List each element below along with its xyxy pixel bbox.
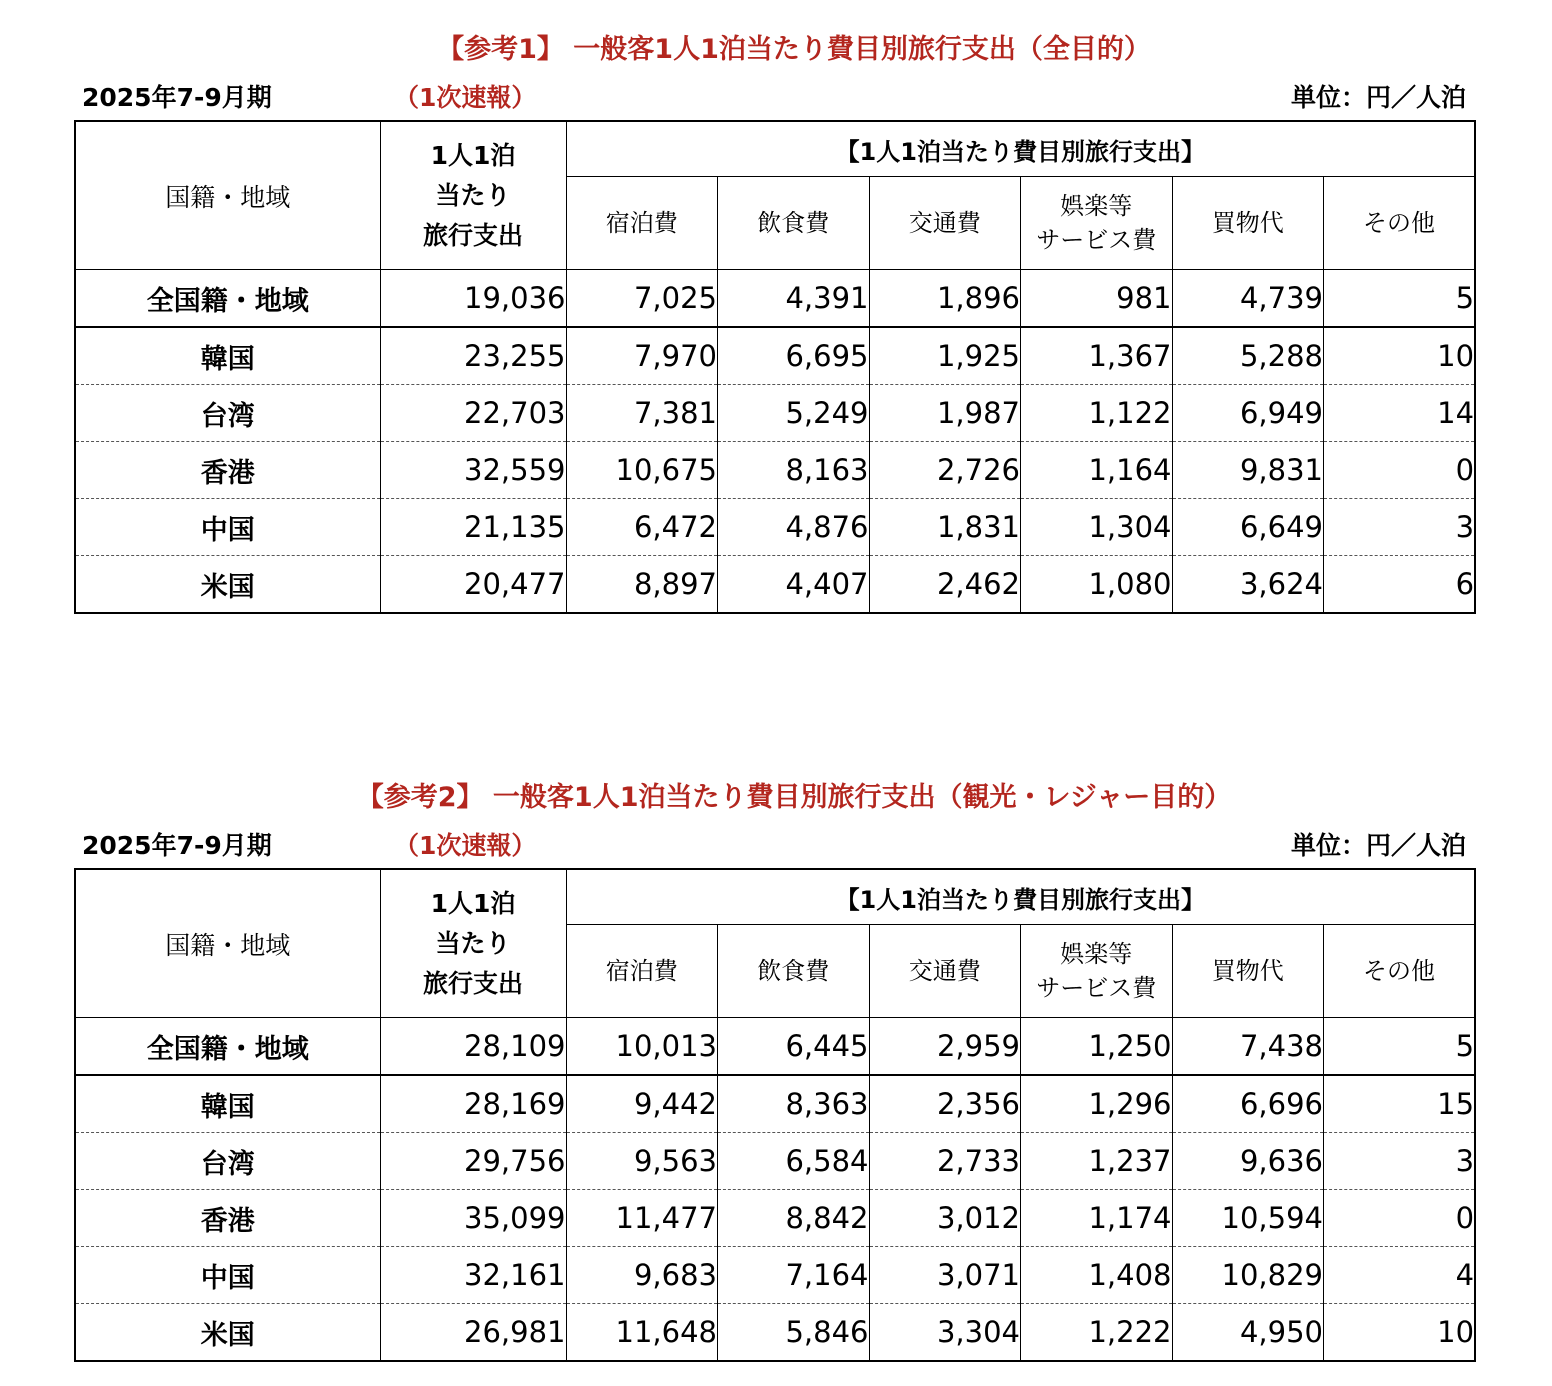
table-title: 【参考2】 一般客1人1泊当たり費目別旅行支出（観光・レジャー目的） — [356, 782, 1232, 813]
table-row — [75, 1075, 1475, 1133]
value-cell: 2,726 — [869, 442, 1021, 499]
value-cell: 7,164 — [718, 1247, 870, 1304]
table-meta — [74, 72, 1474, 120]
country-cell: 全国籍・地域 — [75, 270, 380, 328]
value-cell: 1,164 — [1021, 442, 1173, 499]
unit-label: 単位：円／人泊 — [1290, 83, 1466, 112]
value-cell: 2,356 — [869, 1075, 1021, 1133]
header-item-line: 飲食費 — [757, 209, 830, 237]
period-label: 2025年7-9月期 — [82, 831, 272, 860]
total-cell: 28,109 — [380, 1018, 566, 1076]
value-cell: 9,563 — [566, 1133, 718, 1190]
total-cell: 35,099 — [380, 1190, 566, 1247]
value-cell: 4,876 — [718, 499, 870, 556]
value-cell: 3 — [1324, 1133, 1476, 1190]
header-item-line: 買物代 — [1211, 957, 1284, 985]
table-row — [75, 1133, 1475, 1190]
header-item — [566, 925, 718, 1018]
value-cell: 14 — [1324, 385, 1476, 442]
value-cell: 2,959 — [869, 1018, 1021, 1076]
value-cell: 10,829 — [1172, 1247, 1324, 1304]
header-item — [869, 177, 1021, 270]
value-cell: 9,442 — [566, 1075, 718, 1133]
header-item-line: 宿泊費 — [605, 209, 678, 237]
value-cell: 1,250 — [1021, 1018, 1173, 1076]
value-cell: 9,683 — [566, 1247, 718, 1304]
value-cell: 4,391 — [718, 270, 870, 328]
value-cell: 8,363 — [718, 1075, 870, 1133]
reference-2-section — [74, 776, 1474, 1362]
header-item — [1021, 925, 1173, 1018]
total-cell: 32,161 — [380, 1247, 566, 1304]
value-cell: 5,249 — [718, 385, 870, 442]
table-row — [75, 1304, 1475, 1362]
table-row — [75, 385, 1475, 442]
header-total-line: 旅行支出 — [422, 220, 523, 250]
country-cell: 米国 — [75, 556, 380, 614]
total-cell: 26,981 — [380, 1304, 566, 1362]
value-cell: 8,897 — [566, 556, 718, 614]
country-cell: 台湾 — [75, 385, 380, 442]
total-cell: 21,135 — [380, 499, 566, 556]
value-cell: 981 — [1021, 270, 1173, 328]
total-cell: 32,559 — [380, 442, 566, 499]
header-group: 【1人1泊当たり費目別旅行支出】 — [566, 869, 1475, 925]
value-cell: 6,695 — [718, 327, 870, 385]
value-cell: 6,696 — [1172, 1075, 1324, 1133]
value-cell: 1,896 — [869, 270, 1021, 328]
header-item — [566, 177, 718, 270]
value-cell: 6,649 — [1172, 499, 1324, 556]
header-item-line: 娯楽等 — [1060, 192, 1133, 220]
table-row — [75, 1018, 1475, 1076]
table-meta — [74, 820, 1474, 868]
total-cell: 19,036 — [380, 270, 566, 328]
value-cell: 1,174 — [1021, 1190, 1173, 1247]
value-cell: 6,445 — [718, 1018, 870, 1076]
value-cell: 5,288 — [1172, 327, 1324, 385]
value-cell: 6 — [1324, 556, 1476, 614]
value-cell: 10 — [1324, 1304, 1476, 1362]
header-item-line: 娯楽等 — [1060, 940, 1133, 968]
header-item-line: サービス費 — [1036, 974, 1157, 1002]
country-cell: 韓国 — [75, 327, 380, 385]
value-cell: 10,013 — [566, 1018, 718, 1076]
header-country: 国籍・地域 — [75, 869, 380, 1018]
value-cell: 4,950 — [1172, 1304, 1324, 1362]
total-cell: 20,477 — [380, 556, 566, 614]
value-cell: 1,987 — [869, 385, 1021, 442]
header-total-line: 旅行支出 — [422, 968, 523, 998]
value-cell: 15 — [1324, 1075, 1476, 1133]
table-row — [75, 270, 1475, 328]
table-row — [75, 327, 1475, 385]
table-row — [75, 556, 1475, 614]
header-total-line: 1人1泊 — [430, 888, 516, 918]
header-country: 国籍・地域 — [75, 121, 380, 270]
header-item — [1172, 925, 1324, 1018]
expenditure-table — [74, 868, 1476, 1362]
value-cell: 1,925 — [869, 327, 1021, 385]
header-item-line: その他 — [1363, 957, 1436, 985]
value-cell: 10,675 — [566, 442, 718, 499]
total-cell: 22,703 — [380, 385, 566, 442]
value-cell: 7,025 — [566, 270, 718, 328]
header-item — [1172, 177, 1324, 270]
header-total — [380, 121, 566, 270]
value-cell: 11,648 — [566, 1304, 718, 1362]
header-total-line: 1人1泊 — [430, 140, 516, 170]
country-cell: 香港 — [75, 442, 380, 499]
value-cell: 1,122 — [1021, 385, 1173, 442]
value-cell: 4 — [1324, 1247, 1476, 1304]
period-label: 2025年7-9月期 — [82, 83, 272, 112]
unit-label: 単位：円／人泊 — [1290, 831, 1466, 860]
value-cell: 6,472 — [566, 499, 718, 556]
table-row — [75, 499, 1475, 556]
value-cell: 5,846 — [718, 1304, 870, 1362]
value-cell: 3,624 — [1172, 556, 1324, 614]
expenditure-table — [74, 120, 1476, 614]
header-item-line: 買物代 — [1211, 209, 1284, 237]
value-cell: 9,636 — [1172, 1133, 1324, 1190]
header-item — [1324, 177, 1476, 270]
value-cell: 0 — [1324, 442, 1476, 499]
value-cell: 3,304 — [869, 1304, 1021, 1362]
table-row — [75, 442, 1475, 499]
country-cell: 台湾 — [75, 1133, 380, 1190]
header-item-line: 宿泊費 — [605, 957, 678, 985]
value-cell: 2,733 — [869, 1133, 1021, 1190]
value-cell: 3,012 — [869, 1190, 1021, 1247]
value-cell: 1,304 — [1021, 499, 1173, 556]
value-cell: 1,296 — [1021, 1075, 1173, 1133]
value-cell: 8,163 — [718, 442, 870, 499]
value-cell: 1,222 — [1021, 1304, 1173, 1362]
value-cell: 7,381 — [566, 385, 718, 442]
value-cell: 6,949 — [1172, 385, 1324, 442]
country-cell: 香港 — [75, 1190, 380, 1247]
country-cell: 韓国 — [75, 1075, 380, 1133]
header-item-line: 交通費 — [908, 209, 981, 237]
value-cell: 8,842 — [718, 1190, 870, 1247]
table-title: 【参考1】 一般客1人1泊当たり費目別旅行支出（全目的） — [437, 34, 1151, 65]
header-item — [1324, 925, 1476, 1018]
value-cell: 0 — [1324, 1190, 1476, 1247]
value-cell: 1,237 — [1021, 1133, 1173, 1190]
header-item — [869, 925, 1021, 1018]
value-cell: 4,407 — [718, 556, 870, 614]
header-item — [718, 177, 870, 270]
country-cell: 中国 — [75, 499, 380, 556]
status-label: （1次速報） — [394, 83, 537, 112]
value-cell: 10,594 — [1172, 1190, 1324, 1247]
value-cell: 3,071 — [869, 1247, 1021, 1304]
value-cell: 1,367 — [1021, 327, 1173, 385]
header-item — [1021, 177, 1173, 270]
value-cell: 9,831 — [1172, 442, 1324, 499]
value-cell: 2,462 — [869, 556, 1021, 614]
table-row — [75, 1247, 1475, 1304]
value-cell: 4,739 — [1172, 270, 1324, 328]
total-cell: 23,255 — [380, 327, 566, 385]
header-item-line: 飲食費 — [757, 957, 830, 985]
header-total — [380, 869, 566, 1018]
reference-1-section — [74, 28, 1474, 614]
value-cell: 6,584 — [718, 1133, 870, 1190]
value-cell: 5 — [1324, 270, 1476, 328]
value-cell: 5 — [1324, 1018, 1476, 1076]
country-cell: 中国 — [75, 1247, 380, 1304]
header-total-line: 当たり — [435, 180, 511, 210]
value-cell: 7,438 — [1172, 1018, 1324, 1076]
header-item-line: 交通費 — [908, 957, 981, 985]
country-cell: 全国籍・地域 — [75, 1018, 380, 1076]
value-cell: 1,080 — [1021, 556, 1173, 614]
total-cell: 28,169 — [380, 1075, 566, 1133]
value-cell: 11,477 — [566, 1190, 718, 1247]
header-item-line: サービス費 — [1036, 226, 1157, 254]
table-row — [75, 1190, 1475, 1247]
header-item — [718, 925, 870, 1018]
value-cell: 10 — [1324, 327, 1476, 385]
country-cell: 米国 — [75, 1304, 380, 1362]
value-cell: 3 — [1324, 499, 1476, 556]
value-cell: 1,831 — [869, 499, 1021, 556]
header-group: 【1人1泊当たり費目別旅行支出】 — [566, 121, 1475, 177]
status-label: （1次速報） — [394, 831, 537, 860]
value-cell: 1,408 — [1021, 1247, 1173, 1304]
value-cell: 7,970 — [566, 327, 718, 385]
header-item-line: その他 — [1363, 209, 1436, 237]
total-cell: 29,756 — [380, 1133, 566, 1190]
header-total-line: 当たり — [435, 928, 511, 958]
